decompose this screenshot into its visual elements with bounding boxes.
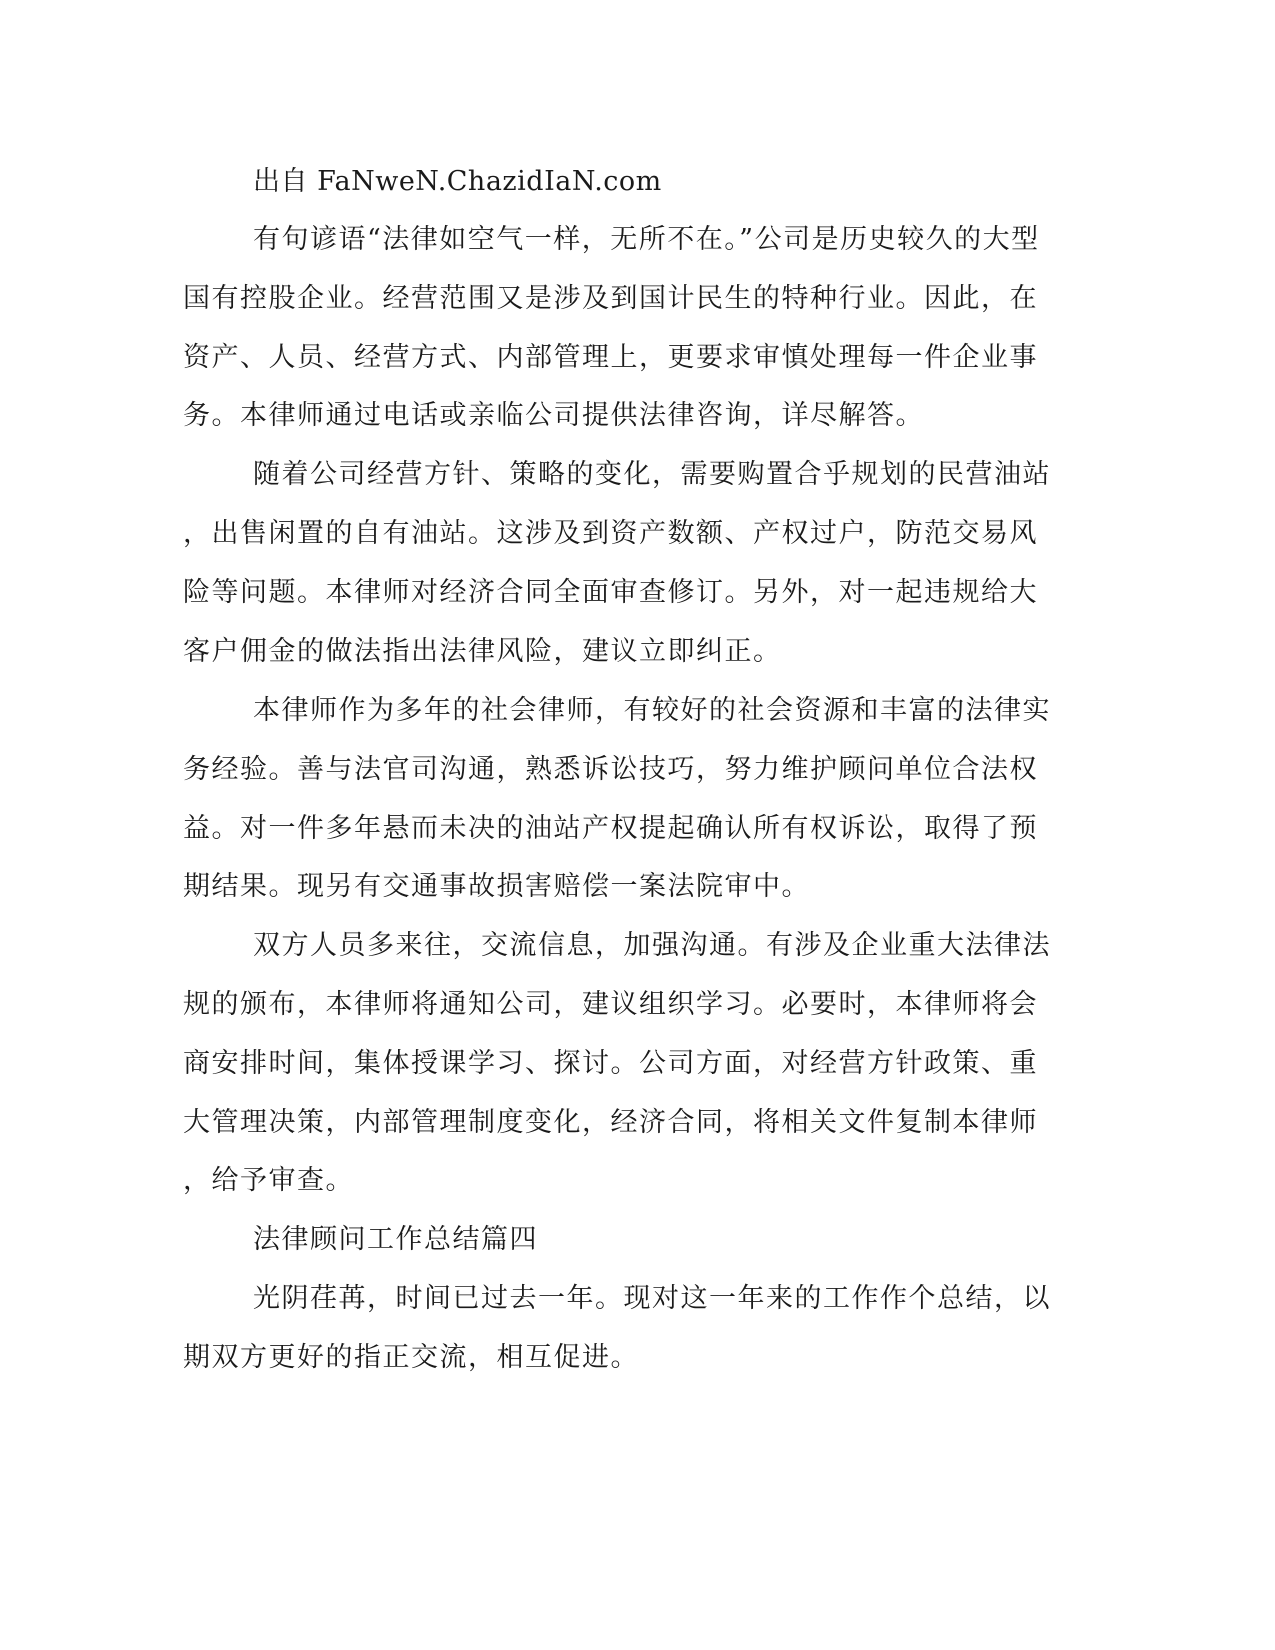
paragraph-4-line-3: 商安排时间，集体授课学习、探讨。公司方面，对经营方针政策、重 (183, 1048, 1038, 1079)
paragraph-1-line-3: 资产、人员、经营方式、内部管理上，更要求审慎处理每一件企业事 (183, 342, 1038, 373)
closing-paragraph-line-1: 光阴荏苒，时间已过去一年。现对这一年来的工作作个总结，以 (253, 1283, 1051, 1314)
paragraph-4-line-5: ，给予审查。 (183, 1165, 354, 1196)
paragraph-3-line-2: 务经验。善与法官司沟通，熟悉诉讼技巧，努力维护顾问单位合法权 (183, 754, 1038, 785)
paragraph-3-line-4: 期结果。现另有交通事故损害赔偿一案法院审中。 (183, 871, 810, 902)
paragraph-2-line-1: 随着公司经营方针、策略的变化，需要购置合乎规划的民营油站 (253, 459, 1051, 490)
paragraph-3-line-3: 益。对一件多年悬而未决的油站产权提起确认所有权诉讼，取得了预 (183, 813, 1038, 844)
paragraph-3-line-1: 本律师作为多年的社会律师，有较好的社会资源和丰富的法律实 (253, 695, 1051, 726)
paragraph-1-line-4: 务。本律师通过电话或亲临公司提供法律咨询，详尽解答。 (183, 400, 924, 431)
paragraph-4-line-4: 大管理决策，内部管理制度变化，经济合同，将相关文件复制本律师 (183, 1107, 1038, 1138)
section-heading: 法律顾问工作总结篇四 (253, 1224, 538, 1255)
paragraph-1-line-2: 国有控股企业。经营范围又是涉及到国计民生的特种行业。因此，在 (183, 283, 1038, 314)
paragraph-2-line-2: ，出售闲置的自有油站。这涉及到资产数额、产权过户，防范交易风 (183, 518, 1038, 549)
paragraph-1-line-1: 有句谚语“法律如空气一样，无所不在。”公司是历史较久的大型 (253, 224, 1040, 255)
paragraph-2-line-3: 险等问题。本律师对经济合同全面审查修订。另外，对一起违规给大 (183, 577, 1038, 608)
paragraph-4-line-1: 双方人员多来往，交流信息，加强沟通。有涉及企业重大法律法 (253, 930, 1051, 961)
closing-paragraph-line-2: 期双方更好的指正交流，相互促进。 (183, 1342, 639, 1373)
paragraph-2-line-4: 客户佣金的做法指出法律风险，建议立即纠正。 (183, 636, 782, 667)
source-line: 出自 FaNweN.ChazidIaN.com (253, 166, 662, 197)
paragraph-4-line-2: 规的颁布，本律师将通知公司，建议组织学习。必要时，本律师将会 (183, 989, 1038, 1020)
